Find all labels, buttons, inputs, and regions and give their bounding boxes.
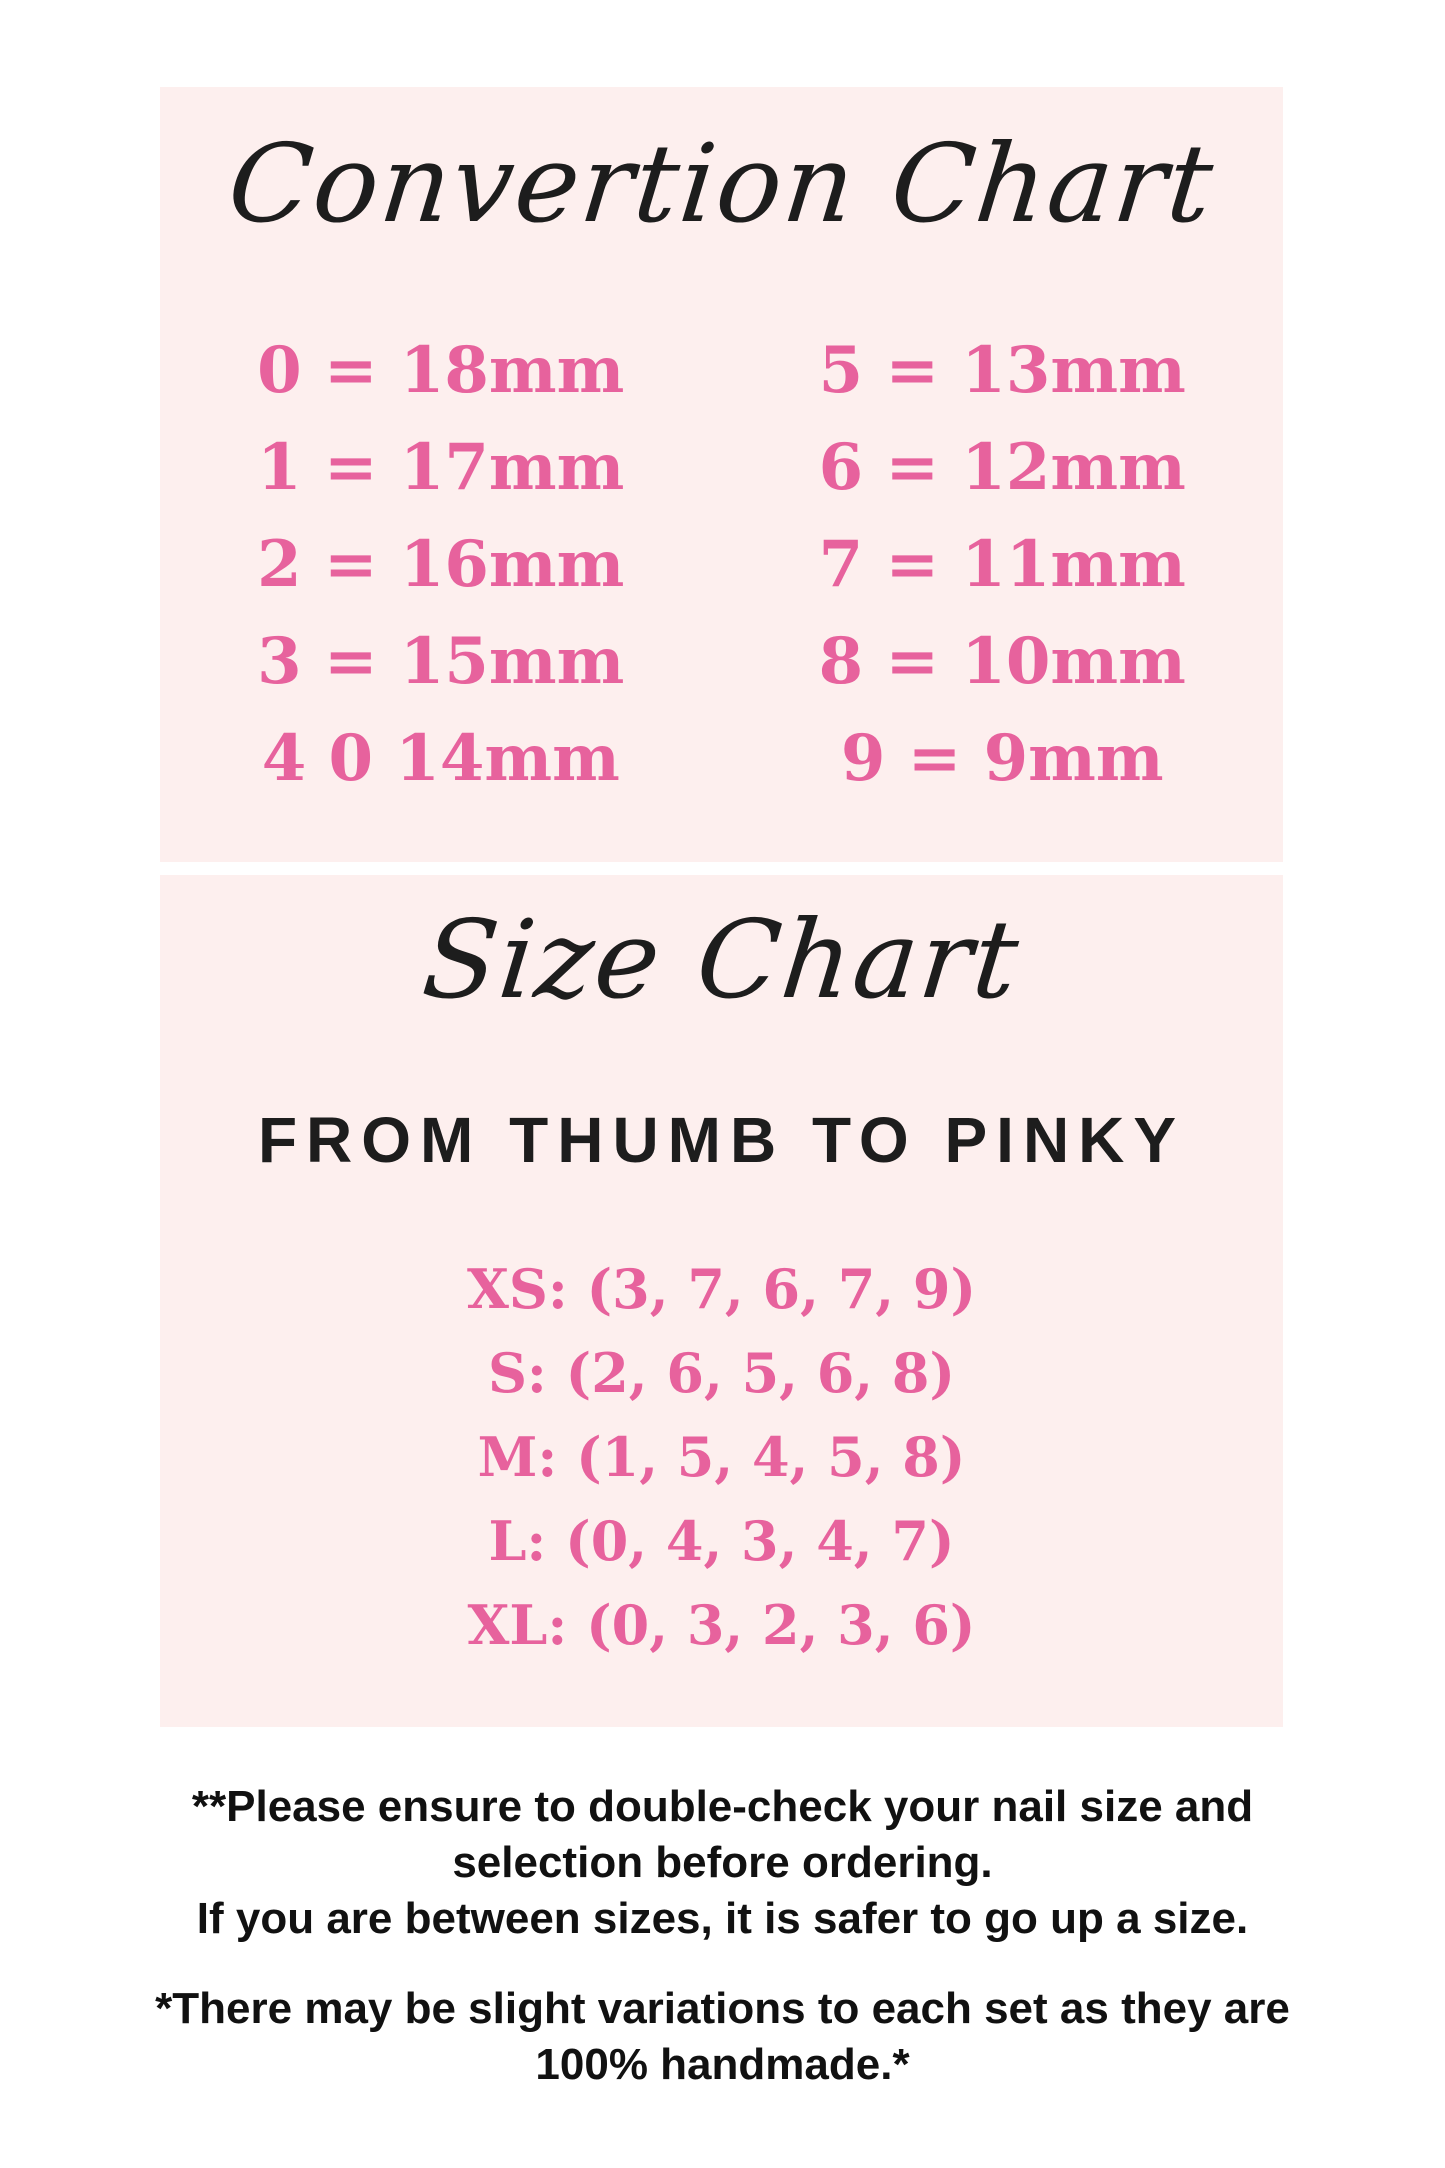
- disclaimer-line: If you are between sizes, it is safer to go up a size.: [196, 1894, 1249, 1943]
- size-chart-subtitle: FROM THUMB TO PINKY: [257, 1104, 1186, 1176]
- conversion-row: 1 = 17mm: [257, 430, 625, 505]
- disclaimer-line: selection before ordering.: [452, 1838, 993, 1887]
- conversion-chart-title: Convertion Chart: [222, 122, 1221, 247]
- size-chart-title: Size Chart: [417, 898, 1026, 1023]
- disclaimer-line: 100% handmade.*: [535, 2040, 910, 2089]
- conversion-row: 6 = 12mm: [818, 430, 1186, 505]
- size-row: XL: (0, 3, 2, 3, 6): [467, 1593, 976, 1657]
- conversion-right-column: [722, 322, 1284, 807]
- size-chart-panel: [160, 875, 1283, 1727]
- conversion-columns: [160, 322, 1283, 807]
- size-row: XS: (3, 7, 6, 7, 9): [467, 1257, 976, 1321]
- size-row: S: (2, 6, 5, 6, 8): [487, 1341, 956, 1405]
- conversion-row: 9 = 9mm: [840, 721, 1164, 796]
- disclaimer-line: **Please ensure to double-check your nail size and: [191, 1782, 1254, 1831]
- conversion-chart-panel: [160, 87, 1283, 862]
- size-row: M: (1, 5, 4, 5, 8): [477, 1425, 966, 1489]
- conversion-row: 5 = 13mm: [818, 333, 1186, 408]
- conversion-row: 2 = 16mm: [257, 527, 625, 602]
- conversion-row: 4 0 14mm: [261, 721, 620, 796]
- conversion-left-column: [160, 322, 722, 807]
- disclaimer-line: *There may be slight variations to each set as they are: [155, 1984, 1290, 2033]
- conversion-row: 8 = 10mm: [818, 624, 1186, 699]
- ordering-disclaimer: [0, 1779, 1445, 1947]
- size-row: L: (0, 4, 3, 4, 7): [488, 1509, 955, 1573]
- conversion-row: 7 = 11mm: [818, 527, 1186, 602]
- size-list: [160, 1247, 1283, 1667]
- handmade-disclaimer: [0, 1981, 1445, 2093]
- conversion-row: 3 = 15mm: [257, 624, 625, 699]
- conversion-row: 0 = 18mm: [257, 333, 625, 408]
